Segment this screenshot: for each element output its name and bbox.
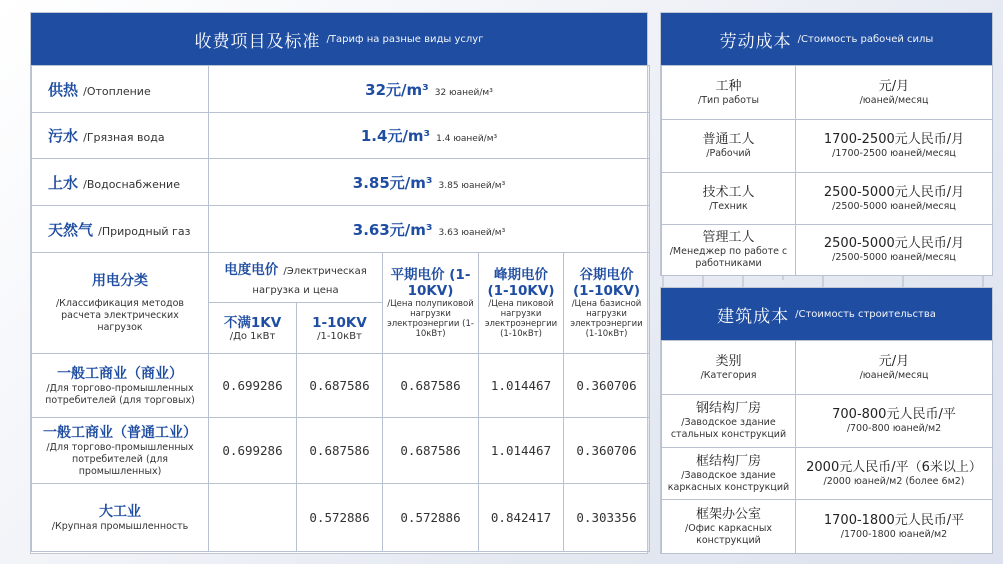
cell-value: 0.360706	[564, 354, 650, 418]
utility-price-ru: 3.85 юаней/м³	[438, 180, 506, 191]
tariff-table	[31, 65, 650, 552]
col-category-title-ru: /Категория	[700, 370, 757, 381]
cell-value: 0.699286	[209, 354, 297, 418]
building-cost: 2000元人民币/平（6米以上）	[806, 459, 982, 475]
building-cost: 1700-1800元人民币/平	[823, 512, 965, 528]
utility-label: 上水	[48, 173, 79, 192]
cell-value: 0.687586	[383, 418, 479, 484]
1-10kv-title: 1-10KV	[312, 314, 367, 331]
building-type: 钢结构厂房	[695, 401, 761, 416]
utility-label-ru: /Отопление	[83, 84, 151, 98]
cell-value: 0.303356	[564, 484, 650, 552]
utility-row	[32, 159, 650, 206]
1-10kv-title-ru: /1-10кВт	[317, 330, 362, 342]
construction-panel	[660, 287, 993, 554]
cell-value: 0.360706	[564, 418, 650, 484]
worker-wage: 2500-5000元人民币/月	[823, 184, 965, 200]
labor-title-ru: /Стоимость рабочей силы	[797, 33, 934, 45]
labor-panel	[660, 12, 993, 276]
cell-value	[209, 484, 297, 552]
construction-header	[661, 288, 992, 340]
utility-row	[32, 206, 650, 253]
table-row	[662, 173, 993, 225]
cell-value: 0.687586	[297, 354, 383, 418]
utility-price: 3.85元/m³	[352, 173, 433, 192]
tariff-title-ru: /Тариф на разные виды услуг	[326, 33, 484, 45]
worker-type: 管理工人	[702, 230, 755, 245]
worker-type-ru: /Рабочий	[706, 148, 751, 159]
utility-price: 3.63元/m³	[352, 220, 433, 239]
cell-value: 0.687586	[297, 418, 383, 484]
worker-type: 普通工人	[702, 132, 755, 147]
col-price-title: 元/月	[878, 354, 910, 369]
col-price-title: 元/月	[878, 79, 910, 94]
elec-header-row	[32, 253, 650, 303]
row-category-ru: /Для торгово-промышленных потребителей (для промышленных)	[46, 441, 194, 477]
table-row	[32, 484, 650, 552]
utility-price-ru: 1.4 юаней/м³	[436, 134, 498, 144]
tariff-header	[31, 13, 647, 65]
worker-type-ru: /Техник	[709, 200, 748, 212]
peak-price-title: 峰期电价 (1-10KV)	[487, 267, 555, 299]
table-row	[662, 448, 993, 500]
utility-row	[32, 66, 650, 113]
row-category: 大工业	[99, 503, 141, 520]
building-type: 框结构厂房	[695, 453, 761, 469]
elec-category-title: 用电分类	[92, 273, 148, 289]
flat-price-title: 平期电价 (1-10KV)	[390, 267, 471, 299]
row-category: 一般工商业（商业）	[57, 365, 183, 382]
table-row	[662, 120, 993, 173]
worker-wage-ru: /2500-5000 юаней/месяц	[832, 200, 956, 212]
worker-wage-ru: /1700-2500 юаней/месяц	[832, 148, 956, 159]
utility-label: 污水	[48, 127, 79, 145]
utility-price-ru: 3.63 юаней/м³	[438, 227, 506, 238]
cell-value: 1.014467	[479, 354, 564, 418]
valley-price-title: 谷期电价 (1-10KV)	[572, 267, 641, 299]
utility-row	[32, 113, 650, 159]
tariff-panel	[30, 12, 648, 554]
cell-value: 0.572886	[383, 484, 479, 552]
worker-type: 技术工人	[702, 184, 755, 200]
utility-label-ru: /Природный газ	[98, 224, 191, 238]
cell-value: 1.014467	[479, 418, 564, 484]
labor-title: 劳动成本	[719, 31, 792, 52]
labor-table	[661, 65, 993, 276]
under-1kv-title: 不满1KV	[223, 314, 282, 331]
building-cost-ru: /700-800 юаней/м2	[846, 423, 942, 434]
col-type-title: 工种	[715, 79, 742, 94]
building-cost: 700-800元人民币/平	[832, 407, 956, 422]
labor-header	[661, 13, 992, 65]
worker-type-ru: /Менеджер по работе с работниками	[669, 246, 788, 269]
elec-price-title: 电度电价	[224, 261, 279, 278]
col-category-title: 类别	[715, 354, 742, 369]
construction-title: 建筑成本	[717, 306, 790, 327]
table-row	[32, 354, 650, 418]
cell-value: 0.842417	[479, 484, 564, 552]
building-type: 框架办公室	[695, 506, 761, 522]
utility-label-ru: /Грязная вода	[83, 131, 165, 144]
cell-value: 0.699286	[209, 418, 297, 484]
utility-label: 供热	[48, 80, 79, 99]
worker-wage: 1700-2500元人民币/月	[823, 132, 965, 147]
col-type-title-ru: /Тип работы	[698, 95, 759, 106]
construction-table	[661, 340, 993, 554]
col-price-title-ru: /юаней/месяц	[859, 95, 929, 106]
cell-value: 0.687586	[383, 354, 479, 418]
utility-price: 1.4元/m³	[360, 127, 431, 145]
construction-head-row	[662, 341, 993, 395]
table-row	[32, 418, 650, 484]
building-type-ru: /Заводское здание каркасных конструкций	[667, 469, 790, 493]
building-cost-ru: /1700-1800 юаней/м2	[840, 528, 948, 540]
building-type-ru: /Заводское здание стальных конструкций	[670, 417, 787, 440]
col-price-title-ru: /юаней/месяц	[859, 370, 929, 381]
worker-wage: 2500-5000元人民币/月	[823, 236, 965, 251]
row-category-ru: /Для торгово-промышленных потребителей (для торговых)	[45, 382, 195, 406]
utility-price: 32元/m³	[365, 80, 429, 99]
utility-label-ru: /Водоснабжение	[83, 177, 180, 191]
elec-price-title-ru: /Электрическая нагрузка и цена	[252, 265, 367, 296]
elec-category-title-ru: /Классификация методов расчета электрических нагрузок	[55, 298, 185, 333]
row-category: 一般工商业（普通工业）	[43, 424, 197, 441]
table-row	[662, 500, 993, 554]
building-type-ru: /Офис каркасных конструкций	[685, 522, 772, 546]
valley-price-title-ru: /Цена базисной нагрузки электроэнергии (1-10кВт)	[570, 299, 643, 339]
utility-price-ru: 32 юаней/м³	[434, 87, 493, 98]
construction-title-ru: /Стоимость строительства	[795, 308, 936, 320]
flat-price-title-ru: /Цена полупиковой нагрузки электроэнергии (1-10кВт)	[387, 299, 474, 339]
peak-price-title-ru: /Цена пиковой нагрузки электроэнергии (1-10кВт)	[484, 299, 558, 339]
utility-label: 天然气	[48, 220, 94, 239]
tariff-title: 收费项目及标准	[194, 31, 321, 52]
table-row	[662, 225, 993, 276]
row-category-ru: /Крупная промышленность	[51, 520, 189, 532]
cell-value: 0.572886	[297, 484, 383, 552]
worker-wage-ru: /2500-5000 юаней/месяц	[832, 252, 956, 263]
labor-head-row	[662, 66, 993, 120]
building-cost-ru: /2000 юаней/м2 (более 6м2)	[823, 475, 965, 487]
under-1kv-title-ru: /До 1кВт	[229, 330, 276, 342]
table-row	[662, 395, 993, 448]
